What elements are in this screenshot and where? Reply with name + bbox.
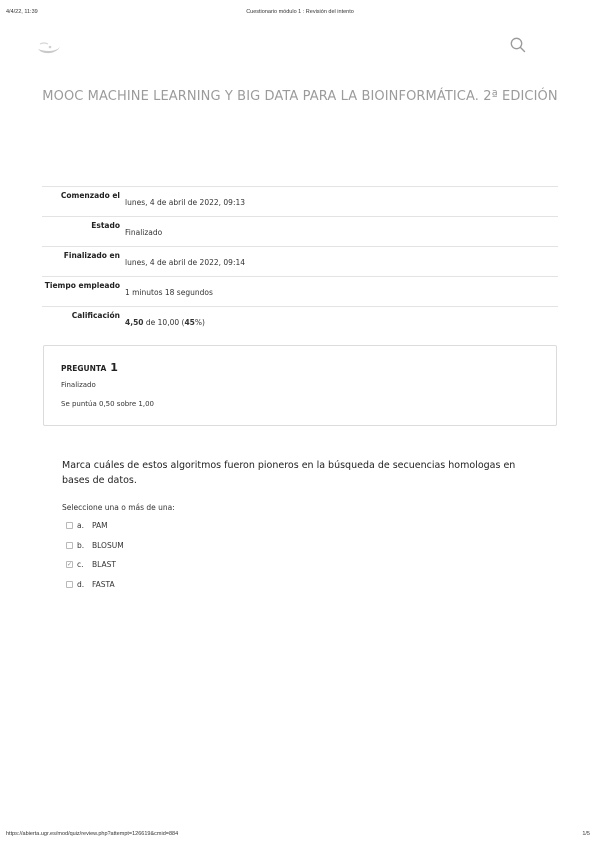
- question-number: 1: [110, 361, 118, 374]
- grade-score: 4,50: [125, 318, 144, 327]
- option-letter: c.: [77, 560, 84, 570]
- option-letter: a.: [77, 521, 84, 531]
- finished-value: lunes, 4 de abril de 2022, 09:14: [125, 258, 246, 267]
- option-c[interactable]: [66, 555, 124, 575]
- checkbox-icon[interactable]: [66, 542, 73, 549]
- option-label: BLOSUM: [92, 540, 124, 550]
- started-label: Comenzado el: [60, 191, 120, 200]
- option-label: BLAST: [92, 560, 116, 570]
- swoosh-logo-icon[interactable]: [36, 38, 62, 56]
- print-page-number: 1/5: [582, 831, 590, 837]
- time-label: Tiempo empleado: [44, 281, 120, 290]
- course-title: MOOC MACHINE LEARNING Y BIG DATA PARA LA BIOINFORMÁTICA. 2ª EDICIÓN: [42, 89, 558, 104]
- grade-value: [120, 307, 205, 346]
- question-text: Marca cuáles de estos algoritmos fueron pioneros en la búsqueda de secuencias homologas en bases de datos.: [62, 460, 516, 486]
- summary-row-time: [42, 276, 558, 306]
- option-letter: d.: [77, 579, 85, 589]
- search-icon[interactable]: [509, 36, 527, 54]
- started-value: lunes, 4 de abril de 2022, 09:13: [125, 198, 246, 207]
- summary-row-started: [42, 186, 558, 216]
- question-grade: Se puntúa 0,50 sobre 1,00: [61, 400, 155, 408]
- question-info-box: [43, 345, 557, 426]
- option-b[interactable]: [66, 536, 124, 556]
- option-d[interactable]: [66, 575, 124, 595]
- answer-options: [66, 516, 124, 594]
- checkbox-icon[interactable]: [66, 581, 73, 588]
- grade-end: %): [194, 318, 205, 327]
- option-label: PAM: [92, 521, 108, 531]
- attempt-summary-table: [42, 186, 558, 346]
- option-letter: b.: [77, 540, 85, 550]
- grade-mid: de 10,00 (: [143, 318, 185, 327]
- option-a[interactable]: [66, 516, 124, 536]
- summary-row-finished: [42, 246, 558, 276]
- question-heading-label: PREGUNTA: [61, 364, 107, 373]
- print-url: https://abierta.ugr.es/mod/quiz/review.php?attempt=126619&cmid=884: [6, 831, 179, 837]
- summary-row-state: [42, 216, 558, 246]
- state-value: Finalizado: [125, 228, 163, 237]
- grade-label: Calificación: [71, 311, 120, 320]
- print-date: 4/4/22, 11:39: [6, 9, 38, 15]
- summary-row-grade: [42, 306, 558, 346]
- grade-percent: 45: [184, 318, 195, 327]
- checkbox-checked-icon[interactable]: ✓: [66, 560, 73, 568]
- question-heading: [61, 361, 118, 374]
- time-value: 1 minutos 18 segundos: [125, 288, 213, 297]
- print-doc-title: Cuestionario módulo 1 : Revisión del intento: [246, 9, 354, 15]
- finished-label: Finalizado en: [63, 251, 120, 260]
- state-label: Estado: [91, 221, 120, 230]
- print-header: [0, 9, 600, 19]
- option-label: FASTA: [92, 579, 115, 589]
- checkbox-icon[interactable]: [66, 522, 73, 529]
- question-state: Finalizado: [61, 381, 96, 389]
- answer-prompt: Seleccione una o más de una:: [62, 503, 175, 512]
